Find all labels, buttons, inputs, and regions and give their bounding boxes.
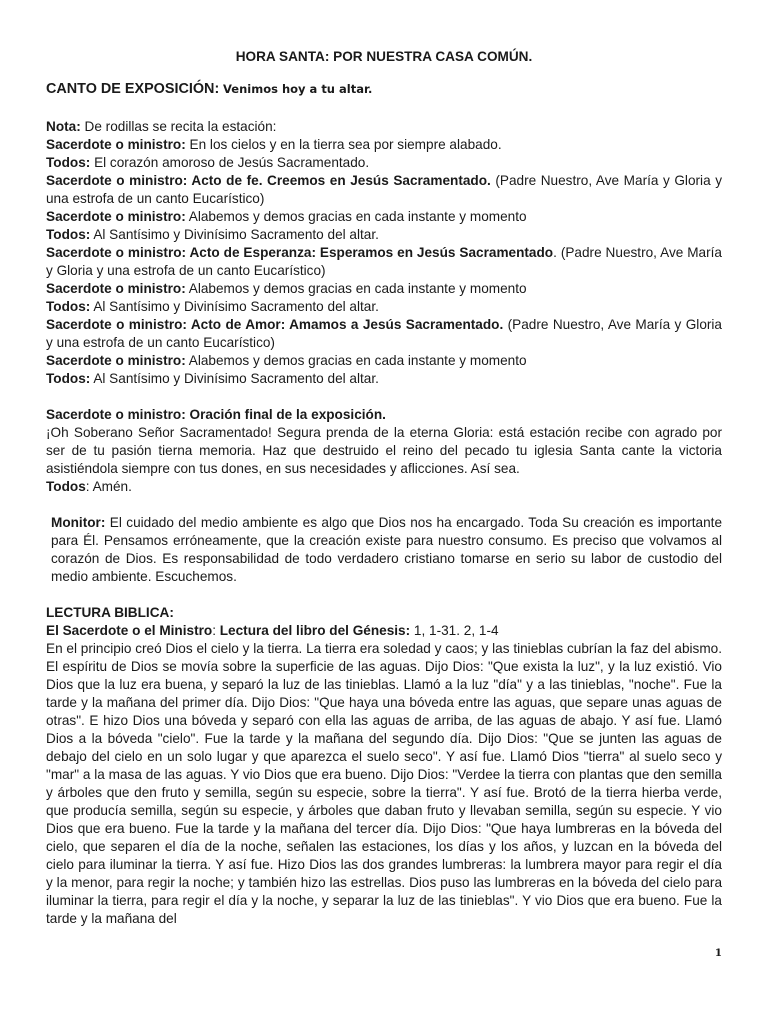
station-label: Todos: [46, 371, 91, 386]
station-text: Alabemos y demos gracias en cada instante y momento [185, 281, 527, 296]
station-label: Sacerdote o ministro: Acto de Amor: Amamos a Jesús Sacramentado. [46, 317, 504, 332]
reading-book-label: Lectura del libro del Génesis: [219, 623, 411, 638]
station-line [46, 172, 722, 208]
station-line [46, 316, 722, 352]
page-title: HORA SANTA: POR NUESTRA CASA COMÚN. [235, 49, 533, 64]
station-label: Nota: [46, 119, 81, 134]
final-prayer-block [46, 406, 722, 496]
exposition-line [46, 80, 722, 98]
reading-body: En el principio creó Dios el cielo y la tierra. La tierra era soledad y caos; y las tinieblas cubrían la faz del abismo. El espíritu de Dios se movía sobre la superficie de las aguas. Dijo Dios: "Que exista la luz", y la luz existió. Vio Dios que la luz era buena, y separó la luz de las tinieblas. Llamó a la luz "día" y a las tinieblas, "noche". Fue la tarde y la mañana del primer día. Dijo Dios: "Que haya una bóveda entre las aguas, que separe unas aguas de otras". E hizo Dios una bóveda y separó con ella las aguas de arriba, de las aguas de abajo. Y así fue. Llamó Dios a la bóveda "cielo". Fue la tarde y la mañana del segundo día. Dijo Dios: "Que se junten las aguas de debajo del cielo en un solo lugar y que aparezca el suelo seco". Y así fue. Llamó Dios "tierra" al suelo seco y "mar" a la masa de las aguas. Y vio Dios que era bueno. Dijo Dios: "Verdee la tierra con plantas que den semilla y árboles que den fruto y semilla, según su especie, sobre la tierra". Y así fue. Brotó de la tierra hierba verde, que producía semilla, según su especie, y árboles que daban fruto y llevaban semilla, según su especie. Y vio Dios que era bueno. Fue la tarde y la mañana del tercer día. Dijo Dios: "Que haya lumbreras en la bóveda del cielo, que separen el día de la noche, señalen las estaciones, los días y los años, y luzcan en la bóveda del cielo para iluminar la tierra. Y así fue. Hizo Dios las dos grandes lumbreras: la lumbrera mayor para regir el día y la menor, para regir la noche; y también hizo las estrellas. Dios puso las lumbreras en la bóveda del cielo para iluminar la tierra, para regir el día y la noche, y separar la luz de las tinieblas". Y vio Dios que era bueno. Fue la tarde y la mañana del [46, 641, 722, 926]
station-text: De rodillas se recita la estación: [80, 119, 277, 134]
station-line [46, 226, 722, 244]
reading-minister-label: El Sacerdote o el Ministro [46, 623, 213, 638]
exposition-song: Venimos hoy a tu altar. [223, 82, 373, 96]
reading-intro [46, 622, 722, 640]
station-label: Sacerdote o ministro: [46, 209, 186, 224]
todos-label: Todos [46, 479, 86, 494]
station-label: Sacerdote o ministro: Acto de Esperanza: Esperamos en Jesús Sacramentado [46, 245, 554, 260]
todos-text: : Amén. [85, 479, 132, 494]
station-label: Todos: [46, 299, 91, 314]
station-line [46, 298, 722, 316]
station-text: En los cielos y en la tierra sea por siempre alabado. [185, 137, 502, 152]
final-prayer-heading [46, 406, 722, 424]
station-text: (Padre Nuestro, Ave María y Gloria y una estrofa de un canto Eucarístico) [46, 173, 722, 206]
station-line [46, 208, 722, 226]
station-line [46, 154, 722, 172]
station-line [46, 370, 722, 388]
station-label: Todos: [46, 227, 91, 242]
station-label: Sacerdote o ministro: [46, 353, 186, 368]
reading-reference: 1, 1-31. 2, 1-4 [410, 623, 499, 638]
station-text: . (Padre Nuestro, Ave María y Gloria y una estrofa de un canto Eucarístico) [46, 245, 722, 278]
final-prayer-response [46, 478, 722, 496]
final-prayer-body: ¡Oh Soberano Señor Sacramentado! Segura prenda de la eterna Gloria: está estación recibe con agrado por ser de tu pasión tierna memoria. Haz que destruido el reino del pecado tu iglesia Santa cante la victoria asistiéndola siempre con tus dones, en sus necesidades y aflicciones. Así sea. [46, 425, 722, 476]
reading-colon: : [212, 623, 220, 638]
station-line [46, 352, 722, 370]
station-text: El corazón amoroso de Jesús Sacramentado. [90, 155, 370, 170]
monitor-text: El cuidado del medio ambiente es algo que Dios nos ha encargado. Toda Su creación es importante para Él. Pensamos erróneamente, que la creación existe para nuestro consumo. Es preciso que volvamos al corazón de Dios. Es responsabilidad de todo verdadero cristiano tomarse en serio su labor de custodio del medio ambiente. Escuchemos. [51, 515, 722, 584]
monitor-paragraph [46, 514, 722, 586]
station-text: Alabemos y demos gracias en cada instante y momento [185, 353, 527, 368]
station-text: Al Santísimo y Divinísimo Sacramento del altar. [90, 299, 379, 314]
reading-heading [46, 604, 722, 622]
final-prayer-heading-text: Sacerdote o ministro: Oración final de la exposición. [46, 407, 386, 422]
station-line [46, 280, 722, 298]
page-number: 1 [714, 947, 722, 959]
stations-block [46, 118, 722, 388]
monitor-label: Monitor: [51, 515, 106, 530]
station-label: Todos: [46, 155, 91, 170]
station-text: (Padre Nuestro, Ave María y Gloria y una estrofa de un canto Eucarístico) [46, 317, 722, 350]
station-line [46, 244, 722, 280]
station-text: Al Santísimo y Divinísimo Sacramento del altar. [90, 371, 379, 386]
station-label: Sacerdote o ministro: Acto de fe. Creemos en Jesús Sacramentado. [46, 173, 491, 188]
reading-block [46, 604, 722, 928]
station-label: Sacerdote o ministro: [46, 281, 186, 296]
reading-heading-text: LECTURA BIBLICA: [46, 605, 174, 620]
station-line [46, 118, 722, 136]
station-label: Sacerdote o ministro: [46, 137, 186, 152]
station-text: Alabemos y demos gracias en cada instante y momento [185, 209, 527, 224]
exposition-label: CANTO DE EXPOSICIÓN: [46, 81, 220, 97]
station-line [46, 136, 722, 154]
station-text: Al Santísimo y Divinísimo Sacramento del altar. [90, 227, 379, 242]
